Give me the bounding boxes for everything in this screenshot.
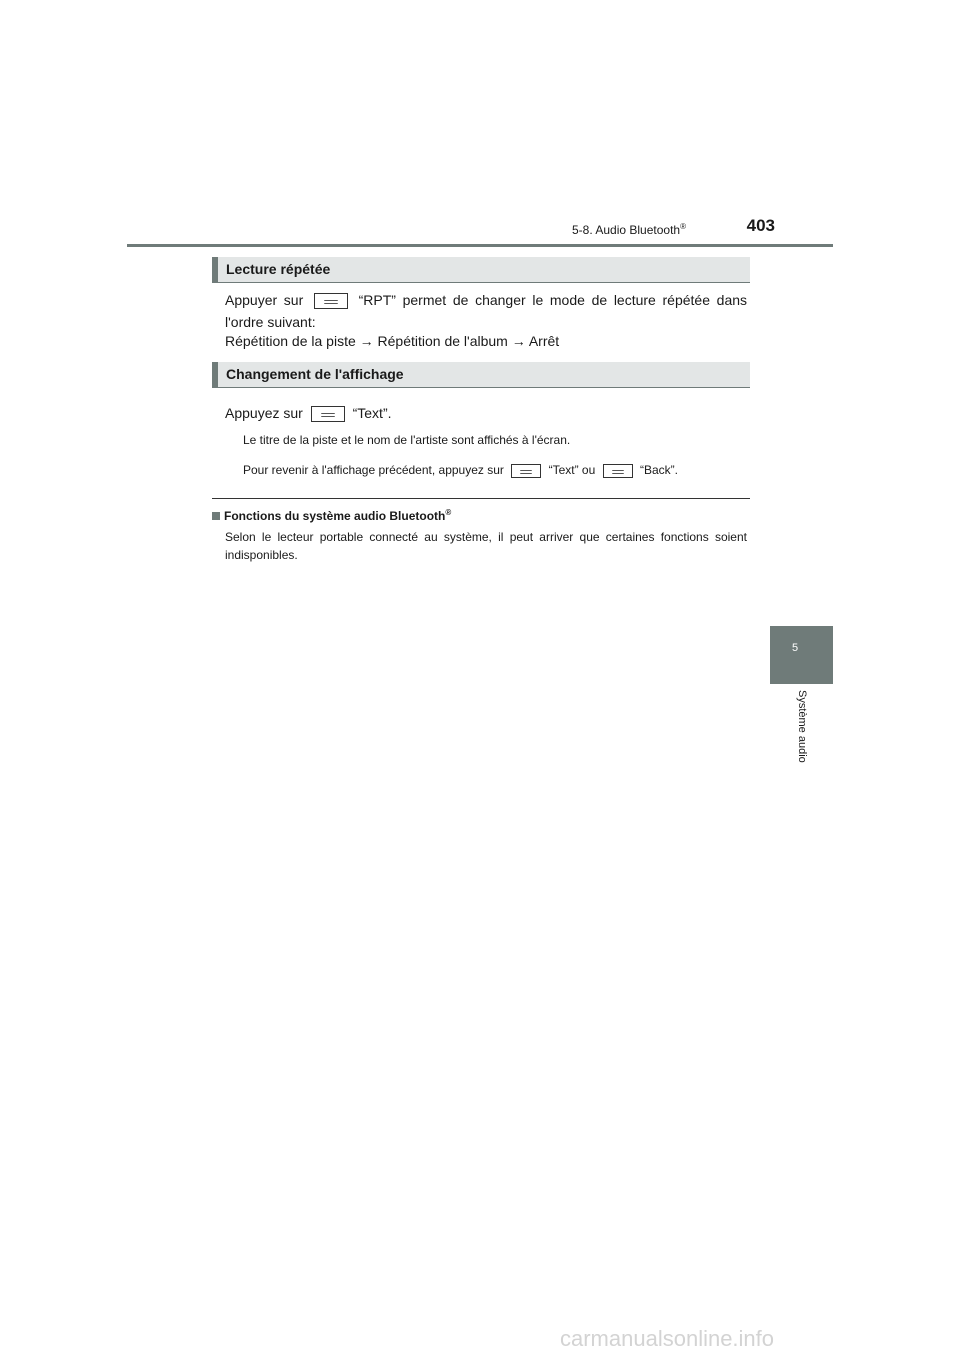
watermark: carmanualsonline.info xyxy=(560,1326,775,1351)
note-track-title: Le titre de la piste et le nom de l'artiste sont affichés à l'écran. xyxy=(243,433,571,447)
info-title: Fonctions du système audio Bluetooth® xyxy=(212,508,451,523)
info-text: Selon le lecteur portable connecté au système, il peut arriver que certaines fonctions soient indisponibles. xyxy=(225,530,747,562)
heading-text: Changement de l'affichage xyxy=(226,366,404,382)
section-label: 5-8. Audio Bluetooth® xyxy=(572,222,686,237)
square-bullet-icon xyxy=(212,512,220,520)
heading-text: Lecture répétée xyxy=(226,261,331,277)
note-back: Pour revenir à l'affichage précédent, appuyez sur “Text” ou “Back”. xyxy=(243,463,678,477)
heading-lecture-repetee xyxy=(212,257,750,283)
heading-changement-affichage xyxy=(212,362,750,388)
section-divider xyxy=(212,498,750,499)
chapter-tab-label: Système audio xyxy=(796,690,808,763)
paragraph-rpt: Appuyer sur “RPT” permet de changer le mode de lecture répétée dans l'ordre suivant: xyxy=(225,292,748,330)
chapter-tab xyxy=(770,626,833,684)
page-number: 403 xyxy=(746,216,775,235)
button-icon xyxy=(314,293,348,309)
paragraph-text: Appuyez sur “Text”. xyxy=(225,405,392,421)
header-rule xyxy=(127,244,833,247)
heading-bar xyxy=(212,362,218,387)
button-icon xyxy=(311,406,345,422)
paragraph-repeat-order: Répétition de la piste → Répétition de l'album → Arrêt xyxy=(225,333,560,349)
button-icon xyxy=(603,464,633,478)
button-icon xyxy=(511,464,541,478)
chapter-tab-number: 5 xyxy=(791,642,799,654)
heading-bar xyxy=(212,257,218,282)
